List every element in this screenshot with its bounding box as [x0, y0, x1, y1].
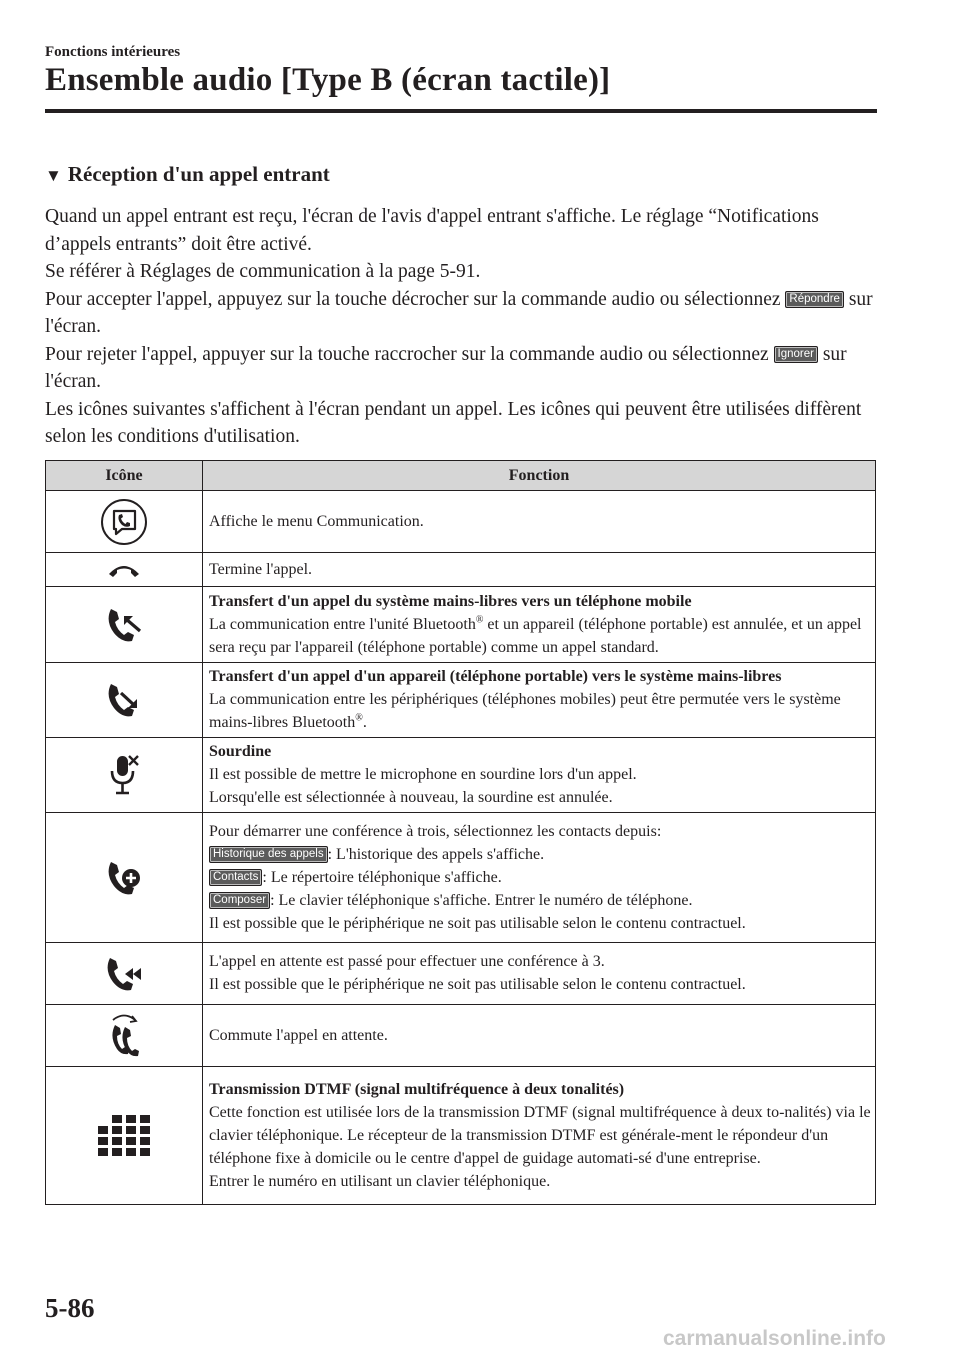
- icon-cell: [46, 1005, 203, 1067]
- page-number: 5-86: [45, 1293, 95, 1323]
- table-row: [46, 663, 876, 738]
- option-text: : Le clavier téléphonique s'affiche. Entrer le numéro de téléphone.: [270, 891, 693, 909]
- registered-mark: ®: [355, 712, 363, 724]
- column-header-icon: Icône: [46, 461, 203, 491]
- function-title: Transfert d'un appel du système mains-libres vers un téléphone mobile: [209, 592, 692, 610]
- icon-cell: [46, 943, 203, 1005]
- intro-text-span: Pour accepter l'appel, appuyez sur la touche décrocher sur la commande audio ou sélectionnez: [45, 288, 786, 310]
- function-title: Transfert d'un appel d'un appareil (téléphone portable) vers le système mains-libres: [209, 668, 782, 685]
- icon-cell: [46, 553, 203, 587]
- intro-paragraph-5: Les icônes suivantes s'affichent à l'écran pendant un appel. Les icônes qui peuvent être utilisées diffèrent selon les conditions d'utilisation.: [45, 398, 862, 447]
- watermark: carmanualsonline.info: [663, 1327, 886, 1350]
- swap-call-icon: [104, 1011, 144, 1061]
- function-description: Cette fonction est utilisée lors de la transmission DTMF (signal multifréquence à deux to-nalités) via le clavier téléphonique. Le récepteur de la transmission DTMF est générale-ment le répondeur d'un téléphone fixe à domicile ou le centre d'appel de guidage automati-sé d'une entreprise.: [209, 1103, 871, 1167]
- icon-cell: [46, 587, 203, 663]
- merge-calls-icon: [101, 952, 147, 996]
- function-description: Lorsqu'elle est sélectionnée à nouveau, la sourdine est annulée.: [209, 789, 613, 806]
- chapter-label: Fonctions intérieures: [45, 44, 181, 60]
- option-text: : Le répertoire téléphonique s'affiche.: [262, 868, 502, 886]
- function-description: [209, 613, 871, 659]
- table-row: [46, 943, 876, 1005]
- intro-paragraph-2: Se référer à Réglages de communication à la page 5-91.: [45, 261, 481, 282]
- add-call-icon: [102, 856, 146, 900]
- call-icons-table: [45, 460, 876, 1205]
- registered-mark: ®: [475, 614, 484, 626]
- table-row: [46, 1067, 876, 1205]
- function-cell: Termine l'appel.: [203, 553, 876, 587]
- table-row: [46, 1005, 876, 1067]
- intro-paragraph-4: [45, 341, 877, 396]
- function-note: Il est possible que le périphérique ne soit pas utilisable selon le contenu contractuel.: [209, 914, 746, 932]
- section-heading: [45, 162, 330, 187]
- intro-text: [45, 203, 877, 451]
- table-row: [46, 587, 876, 663]
- function-cell: [203, 738, 876, 813]
- table-row: [46, 553, 876, 587]
- option-text: : L'historique des appels s'affiche.: [327, 845, 545, 863]
- title-divider: [45, 109, 877, 113]
- function-cell: Commute l'appel en attente.: [203, 1005, 876, 1067]
- mute-microphone-icon: [107, 752, 141, 798]
- intro-text-span: Pour rejeter l'appel, appuyer sur la touche raccrocher sur la commande audio ou sélectionnez: [45, 343, 774, 365]
- table-header-row: [46, 461, 876, 491]
- intro-paragraph-1: Quand un appel entrant est reçu, l'écran de l'avis d'appel entrant s'affiche. Le réglage “Notifications d’appels entrants” doit être activé.: [45, 206, 819, 255]
- function-description: Pour démarrer une conférence à trois, sélectionnez les contacts depuis:: [209, 822, 662, 840]
- column-header-function: Fonction: [203, 461, 876, 491]
- function-option: [209, 866, 871, 889]
- icon-cell: [46, 738, 203, 813]
- transfer-to-handsfree-icon: [102, 678, 146, 722]
- icon-cell: [46, 491, 203, 553]
- intro-text-span: sur l'écran.: [45, 288, 873, 337]
- table-row: [46, 813, 876, 943]
- function-cell: Affiche le menu Communication.: [203, 491, 876, 553]
- contacts-button-label: Contacts: [209, 869, 262, 886]
- intro-text-span: sur l'écran.: [45, 343, 847, 392]
- function-cell: [203, 1067, 876, 1205]
- triangle-down-icon: ▼: [45, 166, 62, 185]
- function-option: [209, 889, 871, 912]
- function-description: Entrer le numéro en utilisant un clavier téléphonique.: [209, 1172, 551, 1190]
- description-text: .: [362, 714, 367, 731]
- table-row: [46, 738, 876, 813]
- dial-button-label: Composer: [209, 892, 270, 909]
- description-text: La communication entre l'unité Bluetooth: [209, 615, 476, 633]
- function-title: Transmission DTMF (signal multifréquence à deux tonalités): [209, 1080, 625, 1098]
- function-cell: [203, 663, 876, 738]
- function-cell: [203, 943, 876, 1005]
- section-title: Réception d'un appel entrant: [67, 162, 330, 186]
- function-option: [209, 843, 871, 866]
- table-row: [46, 491, 876, 553]
- intro-paragraph-3: [45, 286, 877, 341]
- function-description: L'appel en attente est passé pour effectuer une conférence à 3.: [209, 953, 605, 970]
- function-description: Il est possible que le périphérique ne soit pas utilisable selon le contenu contractuel.: [209, 976, 746, 993]
- icon-cell: [46, 813, 203, 943]
- answer-button-label: Répondre: [785, 291, 844, 308]
- function-cell: [203, 587, 876, 663]
- communication-menu-icon: [100, 498, 148, 546]
- function-description: Il est possible de mettre le microphone en sourdine lors d'un appel.: [209, 766, 637, 783]
- function-description: [209, 688, 871, 734]
- page-title: Ensemble audio [Type B (écran tactile)]: [45, 62, 611, 98]
- ignore-button-label: Ignorer: [774, 346, 818, 363]
- call-history-button-label: Historique des appels: [209, 846, 328, 863]
- function-title: Sourdine: [209, 743, 272, 760]
- icon-cell: [46, 1067, 203, 1205]
- function-cell: [203, 813, 876, 943]
- description-text: et un appareil (téléphone portable) est annulée, et un appel sera reçu par l'appareil (téléphone portable) comme un appel standard.: [209, 615, 862, 656]
- hang-up-icon: [106, 560, 142, 580]
- transfer-to-mobile-icon: [102, 603, 146, 647]
- keypad-icon: [98, 1113, 150, 1159]
- icon-cell: [46, 663, 203, 738]
- description-text: La communication entre les périphériques (téléphones mobiles) peut être permutée vers le système mains-libres Bluetooth: [209, 691, 841, 731]
